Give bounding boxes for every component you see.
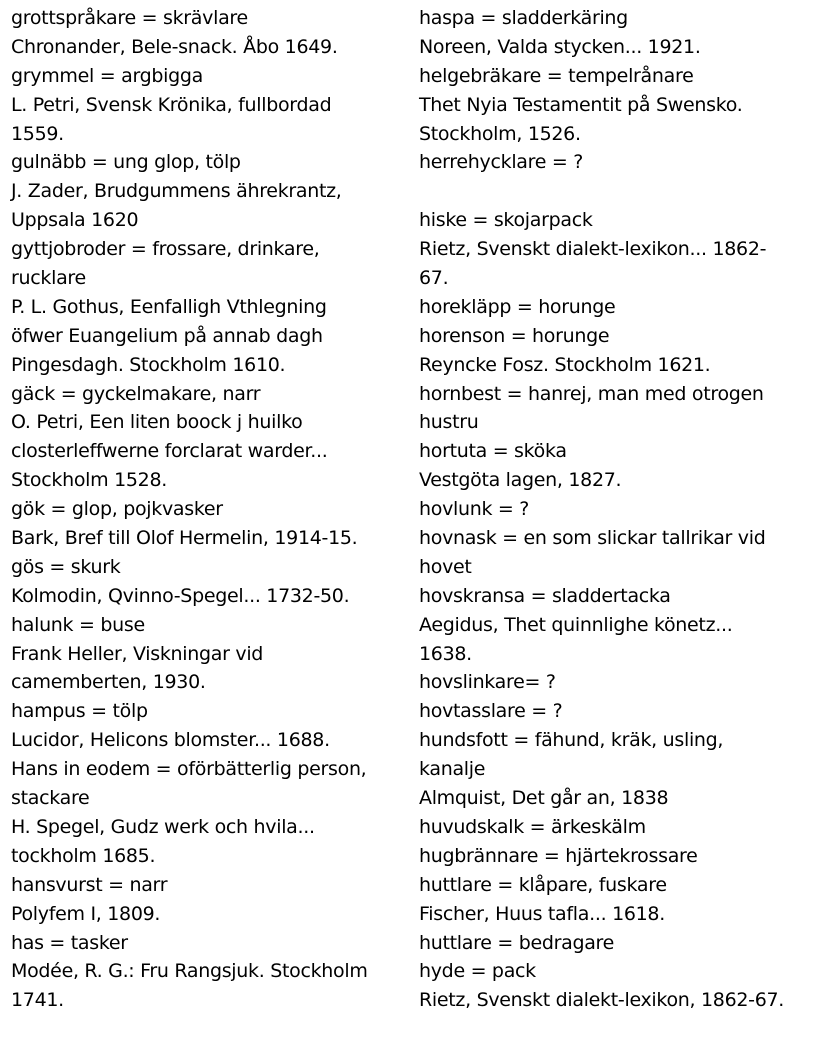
left-column-line: stackare	[11, 787, 90, 810]
right-column-line: Reyncke Fosz. Stockholm 1621.	[419, 353, 711, 376]
left-column-line: has = tasker	[11, 931, 128, 954]
right-column-line: horenson = horunge	[419, 324, 610, 347]
left-column-line: O. Petri, Een liten boock j huilko	[11, 411, 303, 434]
left-column-line: Frank Heller, Viskningar vid	[11, 642, 264, 665]
right-column-line: Aegidus, Thet quinnlighe könetz...	[419, 613, 733, 636]
left-column-line: grottspråkare = skrävlare	[11, 7, 248, 29]
left-column-line: hansvurst = narr	[11, 873, 168, 896]
left-column-line: gulnäbb = ung glop, tölp	[11, 151, 241, 174]
left-column-line: 1741.	[11, 989, 64, 1012]
left-column-line: Bark, Bref till Olof Hermelin, 1914-15.	[11, 527, 358, 550]
right-column-line: hovnask = en som slickar tallrikar vid	[419, 527, 766, 550]
left-column-line: gök = glop, pojkvasker	[11, 498, 223, 521]
left-column-line: Uppsala 1620	[11, 209, 139, 232]
right-column-line: huttlare = klåpare, fuskare	[419, 873, 667, 896]
left-column-line: grymmel = argbigga	[11, 64, 203, 87]
right-column-line: hornbest = hanrej, man med otrogen	[419, 382, 764, 405]
left-column-line: 1559.	[11, 122, 64, 145]
left-column-line: Polyfem I, 1809.	[11, 902, 161, 925]
right-column-line: Vestgöta lagen, 1827.	[419, 469, 622, 492]
left-column-line: J. Zader, Brudgummens ährekrantz,	[11, 180, 342, 203]
left-column-line: Stockholm 1528.	[11, 469, 167, 492]
left-column-line: gös = skurk	[11, 555, 121, 578]
right-column-line: hovlunk = ?	[419, 498, 530, 521]
right-column-line: Thet Nyia Testamentit på Swensko.	[419, 93, 743, 116]
right-column-line: 1638.	[419, 642, 472, 665]
right-column	[419, 4, 809, 1015]
left-column-line: closterleffwerne forclarat warder...	[11, 440, 328, 463]
left-column-line: hampus = tölp	[11, 700, 148, 723]
left-column-line: P. L. Gothus, Eenfalligh Vthlegning	[11, 295, 327, 318]
left-column-line: gäck = gyckelmakare, narr	[11, 382, 261, 405]
right-column-line: haspa = sladderkäring	[419, 7, 628, 29]
left-column-line: Chronander, Bele-snack. Åbo 1649.	[11, 35, 338, 58]
right-column-line: huvudskalk = ärkeskälm	[419, 815, 646, 838]
right-column-line: hundsfott = fähund, kräk, usling,	[419, 729, 724, 752]
right-column-line: hovet	[419, 555, 472, 578]
right-column-line: hovskransa = sladdertacka	[419, 584, 671, 607]
left-column-line: camemberten, 1930.	[11, 671, 206, 694]
right-column-line: Rietz, Svenskt dialekt-lexikon... 1862-	[419, 238, 767, 261]
right-column-line: hovtasslare = ?	[419, 700, 563, 723]
right-column-line: Rietz, Svenskt dialekt-lexikon, 1862-67.	[419, 989, 785, 1012]
left-column-line: öfwer Euangelium på annab dagh	[11, 324, 323, 347]
left-column-line: rucklare	[11, 267, 86, 290]
left-column-line: H. Spegel, Gudz werk och hvila...	[11, 815, 315, 838]
left-column-line: tockholm 1685.	[11, 844, 156, 867]
left-column-line: Lucidor, Helicons blomster... 1688.	[11, 729, 330, 752]
left-column-line: halunk = buse	[11, 613, 145, 636]
left-column	[11, 4, 411, 1015]
right-column-line: Almquist, Det går an, 1838	[419, 787, 669, 810]
left-column-line: Kolmodin, Qvinno-Spegel... 1732-50.	[11, 584, 350, 607]
right-column-line: kanalje	[419, 758, 486, 781]
right-column-line: herrehycklare = ?	[419, 151, 584, 174]
right-column-line: horekläpp = horunge	[419, 295, 616, 318]
right-column-line	[419, 177, 809, 206]
left-column-line: L. Petri, Svensk Krönika, fullbordad	[11, 93, 332, 116]
right-column-line: hyde = pack	[419, 960, 536, 983]
right-column-line: hovslinkare= ?	[419, 671, 556, 694]
right-column-line: hiske = skojarpack	[419, 209, 593, 232]
right-column-line: Noreen, Valda stycken... 1921.	[419, 35, 701, 58]
right-column-line: helgebräkare = tempelrånare	[419, 64, 694, 87]
right-column-line: Fischer, Huus tafla... 1618.	[419, 902, 665, 925]
right-column-line: hortuta = sköka	[419, 440, 567, 463]
right-column-line: hustru	[419, 411, 479, 434]
left-column-line: gyttjobroder = frossare, drinkare,	[11, 238, 320, 261]
left-column-line: Pingesdagh. Stockholm 1610.	[11, 353, 286, 376]
right-column-line: hugbrännare = hjärtekrossare	[419, 844, 698, 867]
left-column-line: Modée, R. G.: Fru Rangsjuk. Stockholm	[11, 960, 368, 983]
right-column-line: Stockholm, 1526.	[419, 122, 581, 145]
right-column-line: 67.	[419, 267, 449, 290]
right-column-line: huttlare = bedragare	[419, 931, 615, 954]
left-column-line: Hans in eodem = oförbätterlig person,	[11, 758, 367, 781]
